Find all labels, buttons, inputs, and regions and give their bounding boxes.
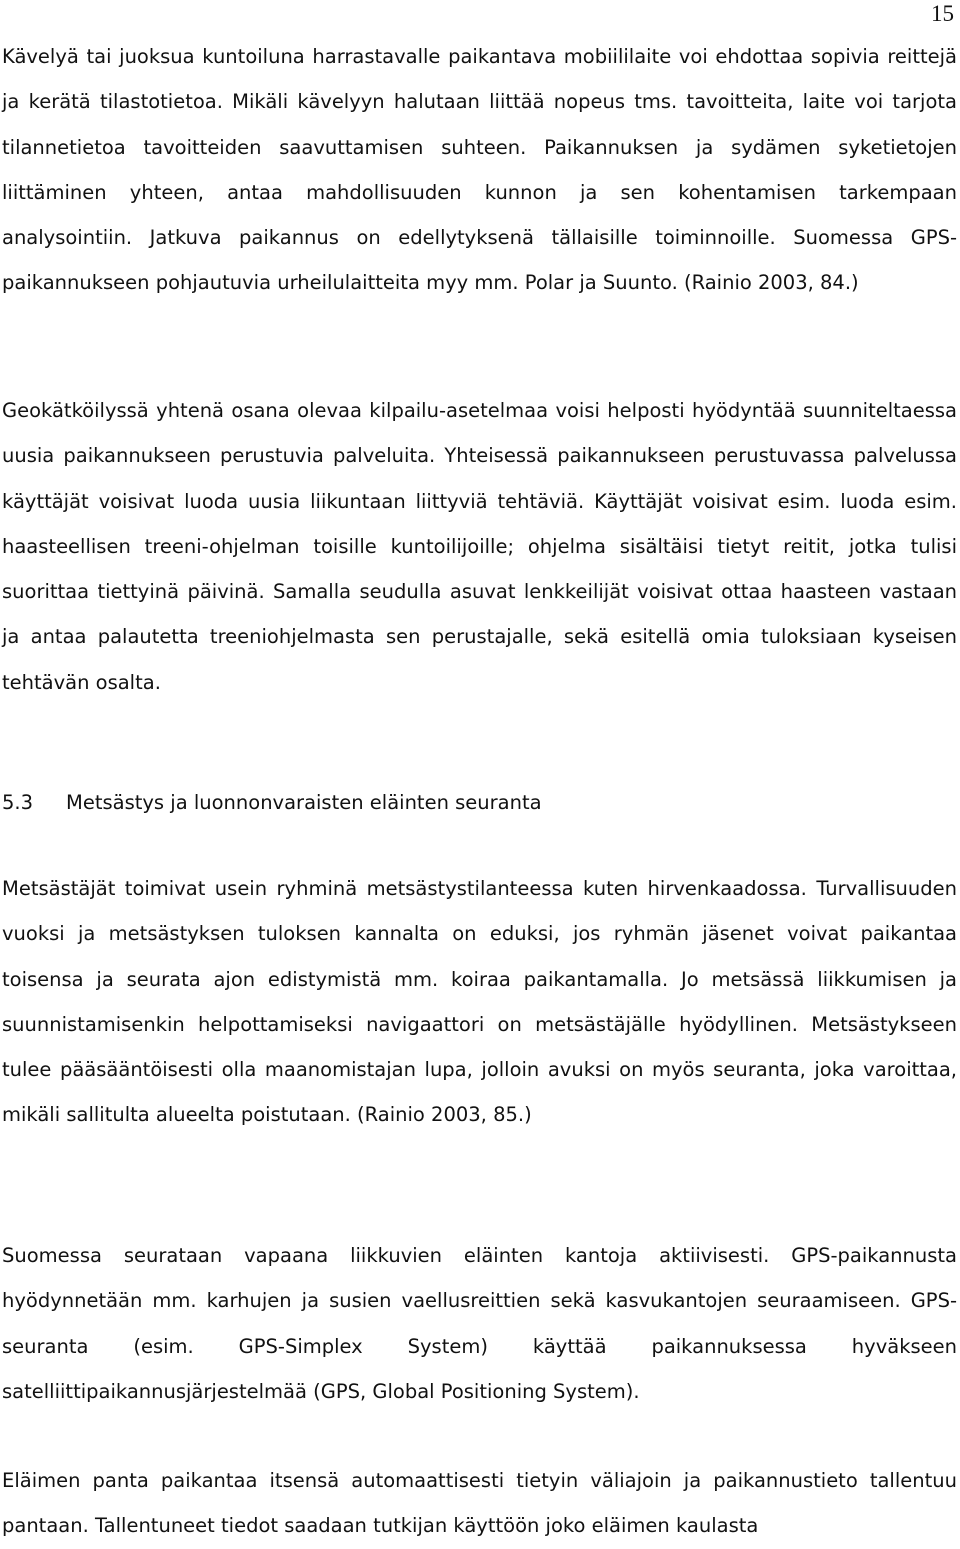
section-number: 5.3	[2, 791, 34, 814]
paragraph-wildlife-monitoring: Suomessa seurataan vapaana liikkuvien eläinten kantoja aktiivisesti. GPS-paikannusta hyödynnetään mm. karhujen ja susien vaellusreittien sekä kasvukantojen seuraamiseen. GPS-seuranta (esim. GPS-Simplex System) käyttää paikannuksessa hyväkseen satelliittipaikannusjärjestelmää (GPS, Global Positioning System).	[2, 1244, 957, 1403]
paragraph-fitness-tracking: Kävelyä tai juoksua kuntoiluna harrastavalle paikantava mobiililaite voi ehdottaa sopivia reittejä ja kerätä tilastotietoa. Mikäli kävelyyn halutaan liittää nopeus tms. tavoitteita, laite voi tarjota tilannetietoa tavoitteiden saavuttamisen suhteen. Paikannuksen ja sydämen syketietojen liittäminen yhteen, antaa mahdollisuuden kunnon ja sen kohentamisen tarkempaan analysointiin. Jatkuva paikannus on edellytyksenä tällaisille toiminnoille. Suomessa GPS-paikannukseen pohjautuvia urheilulaitteita myy mm. Polar ja Suunto. (Rainio 2003, 84.)	[2, 45, 957, 295]
paragraph-hunting: Metsästäjät toimivat usein ryhminä metsästystilanteessa kuten hirvenkaadossa. Turvallisuuden vuoksi ja metsästyksen tuloksen kannalta on eduksi, jos ryhmän jäsenet voivat paikantaa toisensa ja seurata ajon edistymistä mm. koiraa paikantamalla. Jo metsässä liikkumisen ja suunnistamisenkin helpottamiseksi navigaattori on metsästäjälle hyödyllinen. Metsästykseen tulee pääsääntöisesti olla maanomistajan lupa, jolloin avuksi on myös seuranta, joka varoittaa, mikäli sallitulta alueelta poistutaan. (Rainio 2003, 85.)	[2, 877, 957, 1127]
section-heading	[2, 780, 542, 825]
paragraph-animal-collar: Eläimen panta paikantaa itsensä automaattisesti tietyin väliajoin ja paikannustieto tallentuu pantaan. Tallentuneet tiedot saadaan tutkijan käyttöön joko eläimen kaulasta	[2, 1469, 957, 1538]
section-title: Metsästys ja luonnonvaraisten eläinten seuranta	[66, 791, 542, 814]
paragraph-geocaching: Geokätköilyssä yhtenä osana olevaa kilpailu-asetelmaa voisi helposti hyödyntää suunniteltaessa uusia paikannukseen perustuvia palveluita. Yhteisessä paikannukseen perustuvassa palvelussa käyttäjät voisivat luoda uusia liikuntaan liittyviä tehtäviä. Käyttäjät voisivat esim. luoda esim. haasteellisen treeni-ohjelman toisille kuntoilijoille; ohjelma sisältäisi tietyt reitit, jotka tulisi suorittaa tiettyinä päivinä. Samalla seudulla asuvat lenkkeilijät voisivat ottaa haasteen vastaan ja antaa palautetta treeniohjelmasta sen perustajalle, sekä esitellä omia tuloksiaan kyseisen tehtävän osalta.	[2, 399, 957, 694]
page-number: 15	[931, 1, 954, 26]
